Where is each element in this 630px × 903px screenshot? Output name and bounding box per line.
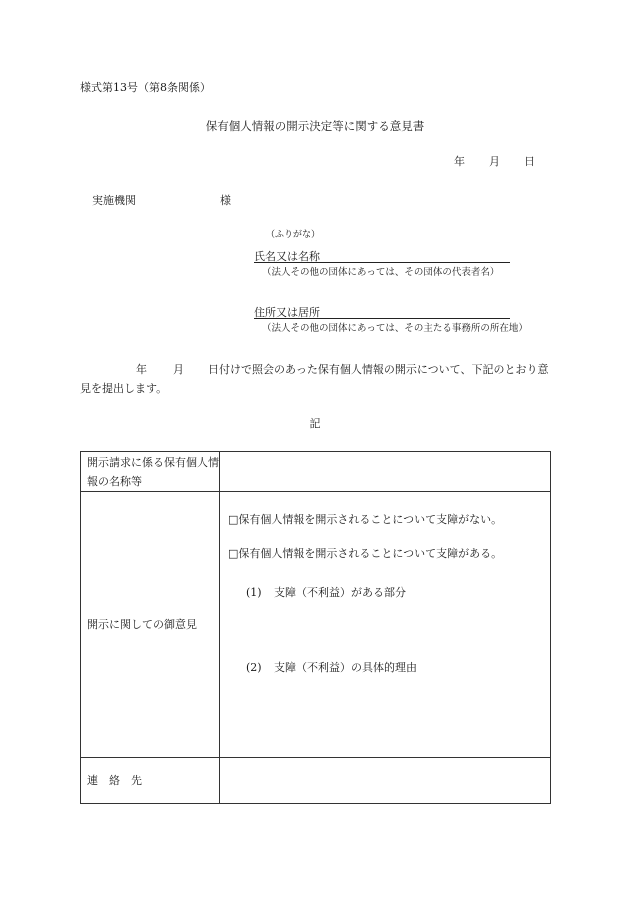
document-title: 保有個人情報の開示決定等に関する意見書	[205, 119, 425, 133]
body-month: 月	[173, 363, 184, 376]
opinion-table	[80, 451, 551, 804]
sub-item-2	[246, 662, 417, 673]
addressee	[92, 194, 231, 207]
body-paragraph	[80, 360, 550, 398]
row-value-opinion[interactable]	[220, 492, 551, 758]
address-field[interactable]	[254, 304, 510, 319]
sub-item-2-text: 支障（不利益）の具体的理由	[274, 661, 417, 674]
sub-item-1-number: (1)	[246, 586, 262, 599]
row-label-opinion: 開示に関しての御意見	[81, 492, 220, 758]
date-day: 日	[524, 155, 535, 168]
sub-item-1	[246, 587, 406, 598]
furigana-label: （ふりがな）	[266, 230, 321, 240]
option-no-issue[interactable]: □保有個人情報を開示されることについて支障がない。	[228, 513, 503, 526]
body-text: 日付けで照会のあった保有個人情報の開示について、下記のとおり意見を提出します。	[80, 363, 549, 395]
name-field-note: （法人その他の団体にあっては、その団体の代表者名）	[262, 267, 500, 278]
addressee-honorific: 様	[220, 194, 231, 207]
body-year: 年	[136, 363, 147, 376]
table-row	[81, 492, 551, 758]
row-value-request-info[interactable]	[220, 452, 551, 492]
row-value-contact[interactable]	[220, 758, 551, 804]
date-year: 年	[454, 155, 465, 168]
addressee-org: 実施機関	[92, 194, 136, 207]
address-field-label: 住所又は居所	[254, 306, 320, 319]
table-row	[81, 452, 551, 492]
row-label-contact: 連 絡 先	[81, 758, 220, 804]
option-issue[interactable]: □保有個人情報を開示されることについて支障がある。	[228, 547, 503, 560]
row-label-request-info: 開示請求に係る保有個人情報の名称等	[81, 452, 220, 492]
name-field-label: 氏名又は名称	[254, 250, 320, 263]
table-row	[81, 758, 551, 804]
sub-item-2-number: (2)	[246, 661, 262, 674]
address-field-note: （法人その他の団体にあっては、その主たる事務所の所在地）	[262, 323, 528, 334]
date-month: 月	[489, 155, 500, 168]
sub-item-1-text: 支障（不利益）がある部分	[274, 586, 406, 599]
name-field[interactable]	[254, 248, 510, 263]
ki-heading: 記	[309, 417, 321, 430]
form-number: 様式第13号（第8条関係）	[80, 81, 211, 94]
